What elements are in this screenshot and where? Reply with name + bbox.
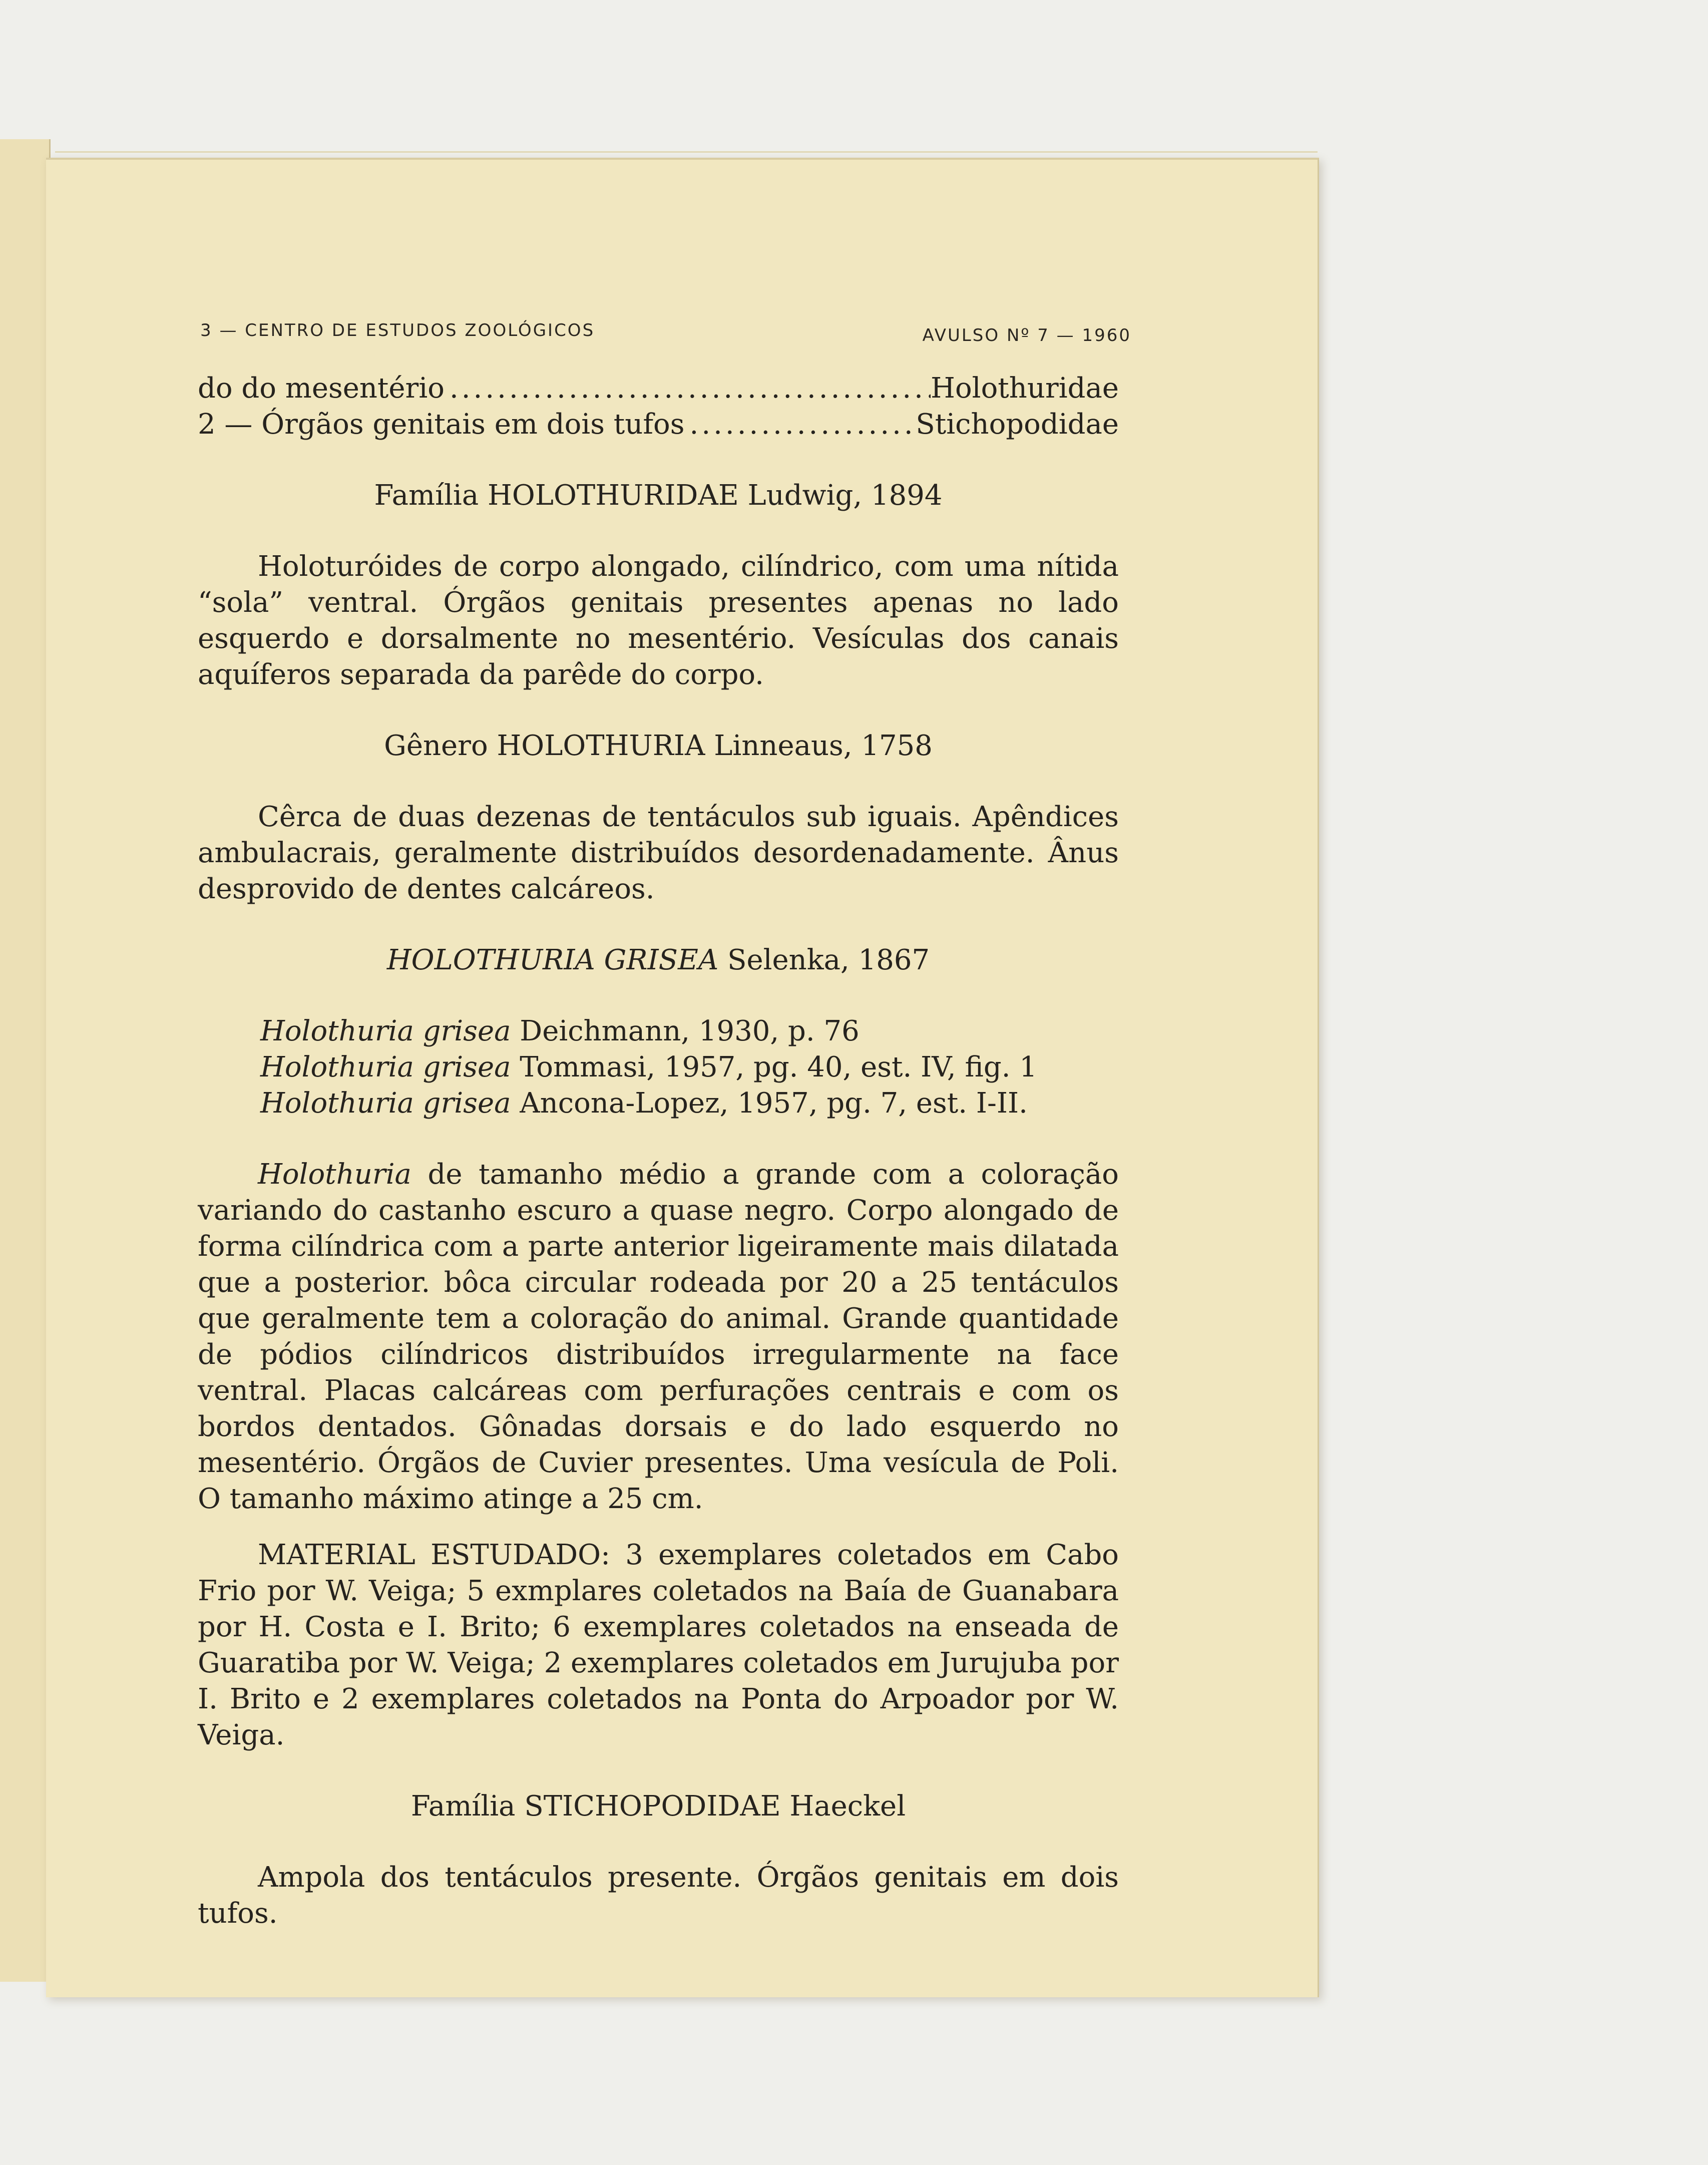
species-grisea-description: [198, 1157, 1119, 1517]
key-line-1: [198, 371, 1119, 407]
synonym-entry: [260, 1049, 1119, 1086]
synonym-reference: Tommasi, 1957, pg. 40, est. IV, fig. 1: [520, 1051, 1037, 1084]
family-holothuridae-heading: Família HOLOTHURIDAE Ludwig, 1894: [374, 479, 943, 512]
genus-holothuria-heading: Gênero HOLOTHURIA Linneaus, 1758: [384, 730, 933, 762]
species-grisea-heading: [198, 942, 1119, 978]
synonym-entry: [260, 1086, 1119, 1122]
synonym-reference: Deichmann, 1930, p. 76: [520, 1015, 860, 1047]
family-stichopodidae-description: Ampola dos tentáculos presente. Órgãos genitais em dois tufos.: [198, 1861, 1119, 1930]
description-genus-name: Holothuria: [258, 1158, 411, 1191]
synonym-name: Holothuria grisea: [260, 1015, 511, 1047]
synonym-reference: Ancona-Lopez, 1957, pg. 7, est. I-II.: [520, 1087, 1028, 1120]
key-line-1-text: do do mesentério: [198, 372, 445, 405]
page-content: [198, 371, 1119, 1932]
header-left: 3 — CENTRO DE ESTUDOS ZOOLÓGICOS: [200, 320, 595, 340]
key-line-2-text: 2 — Órgãos genitais em dois tufos: [198, 408, 685, 441]
running-header: [200, 320, 1131, 345]
synonymy-list: [198, 1013, 1119, 1122]
family-stichopodidae-heading: Família STICHOPODIDAE Haeckel: [410, 1790, 906, 1823]
material-examined: MATERIAL ESTUDADO: 3 exemplares coletados em Cabo Frio por W. Veiga; 5 exmplares coletados na Baía de Guanabara por H. Costa e I. Brito; 6 exemplares coletados na enseada de Guaratiba por W. Veiga; 2 exemplares coletados em Jurujuba por I. Brito e 2 exemplares coletados na Ponta do Arpoador por W. Veiga.: [198, 1539, 1119, 1751]
species-grisea-author: Selenka, 1867: [727, 944, 930, 976]
family-holothuridae-description: Holoturóides de corpo alongado, cilíndrico, com uma nítida “sola” ventral. Órgãos genitais presentes apenas no lado esquerdo e dorsalmente no mesentério. Vesículas dos canais aquíferos separada da parêde do corpo.: [198, 550, 1119, 691]
key-line-1-taxon: Holothuridae: [931, 372, 1119, 405]
leader-dots: [685, 407, 916, 443]
key-line-2: [198, 407, 1119, 443]
synonym-name: Holothuria grisea: [260, 1051, 511, 1084]
description-text: de tamanho médio a grande com a coloração variando do castanho escuro a quase negro. Corpo alongado de forma cilíndrica com a parte anterior ligeiramente mais dilatada que a posterior. bôca circular rodeada por 20 a 25 tentáculos que geralmente tem a coloração do animal. Grande quantidade de pódios cilíndricos distribuídos irregularmente na face ventral. Placas calcáreas com perfurações centrais e com os bordos dentados. Gônadas dorsais e do lado esquerdo no mesentério. Órgãos de Cuvier presentes. Uma vesícula de Poli. O tamanho máximo atinge a 25 cm.: [198, 1158, 1119, 1515]
leader-dots: [445, 371, 931, 407]
species-grisea-name: HOLOTHURIA GRISEA: [386, 944, 719, 976]
header-right: AVULSO Nº 7 — 1960: [922, 325, 1131, 345]
key-line-2-taxon: Stichopodidae: [916, 408, 1119, 441]
synonym-name: Holothuria grisea: [260, 1087, 511, 1120]
synonym-entry: [260, 1013, 1119, 1049]
left-page-edge: [0, 139, 51, 1982]
genus-holothuria-description: Cêrca de duas dezenas de tentáculos sub iguais. Apêndices ambulacrais, geralmente distribuídos desordenadamente. Ânus desprovido de dentes calcáreos.: [198, 801, 1119, 905]
